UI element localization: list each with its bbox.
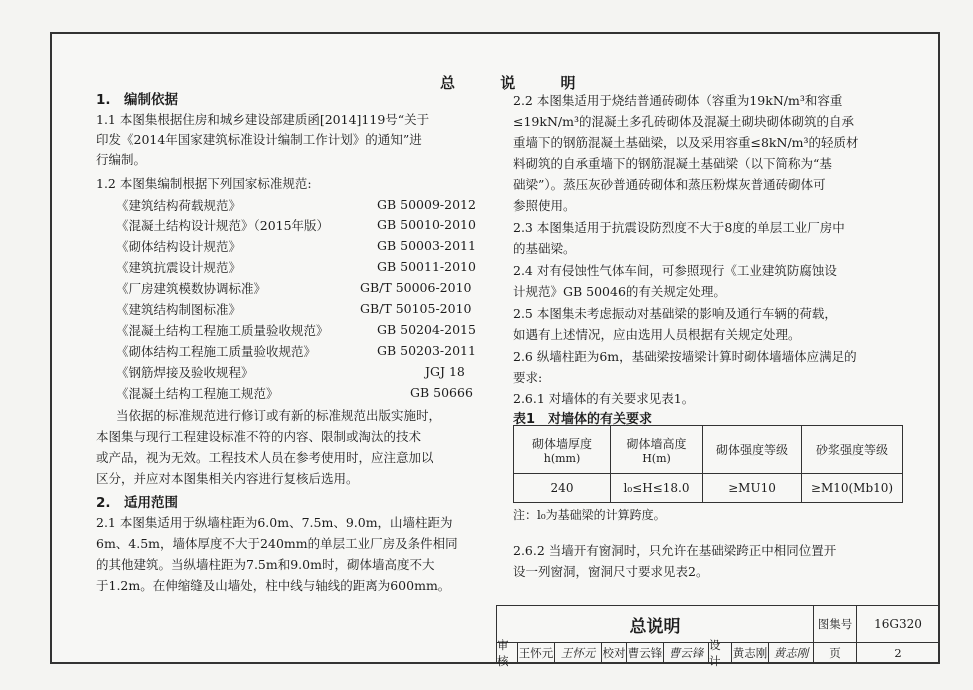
standard-name: 《厂房建筑模数协调标准》 [116, 281, 267, 296]
atlas-number: 16G320 [856, 605, 940, 643]
table-header-cell [611, 426, 703, 474]
standard-name: 《砌体结构设计规范》 [116, 239, 242, 254]
clause-2-1-line-2: 6m、4.5m，墙体厚度不大于240mm的单层工业厂房及条件相同 [96, 536, 458, 551]
clause-2-5-line-2: 如遇有上述情况，应由选用人员根据有关规定处理。 [513, 327, 801, 342]
header-line: 砌体墙厚度 [531, 436, 592, 451]
standard-name: 《建筑抗震设计规范》 [116, 260, 242, 275]
standard-code: GB/T 50006-2010 [360, 280, 472, 295]
header-unit: H(m) [642, 451, 671, 465]
table-cell: ≥M10(Mb10) [802, 474, 903, 503]
clause-2-1-line-3: 的其他建筑。当纵墙柱距为7.5m和9.0m时，砌体墙高度不大 [96, 557, 435, 572]
standard-name: 《混凝土结构工程施工规范》 [116, 386, 279, 401]
clause-2-6-1: 2.6.1 对墙体的有关要求见表1。 [513, 391, 695, 406]
revision-note-line-1: 当依据的标准规范进行修订或有新的标准规范出版实施时， [116, 408, 442, 423]
design-label: 设计 [708, 642, 732, 663]
clause-2-1-line-4: 于1.2m。在伸缩缝及山墙处，柱中线与轴线的距离为600mm。 [96, 578, 451, 593]
review-label: 审核 [496, 642, 518, 663]
table-1-caption: 表1 对墙体的有关要求 [513, 412, 653, 427]
standard-code: GB/T 50105-2010 [360, 301, 472, 316]
clause-2-2-line-3: 重墙下的钢筋混凝土基础梁，以及采用容重≤8kN/m³的轻质材 [513, 135, 859, 150]
clause-2-2-line-5: 础梁”）。蒸压灰砂普通砖砌体和蒸压粉煤灰普通砖砌体可 [513, 177, 826, 192]
page-number: 2 [856, 642, 940, 663]
clause-2-4-line-1: 2.4 对有侵蚀性气体车间，可参照现行《工业建筑防腐蚀设 [513, 263, 837, 278]
standard-name: 《钢筋焊接及验收规程》 [116, 365, 254, 380]
standard-name: 《建筑结构荷载规范》 [116, 198, 242, 213]
clause-2-6-2-line-2: 设一列窗洞，窗洞尺寸要求见表2。 [513, 564, 709, 579]
standard-code: GB 50011-2010 [377, 259, 476, 274]
wall-requirements-table [513, 425, 903, 503]
header-line: 砂浆强度等级 [815, 443, 888, 457]
standard-code: GB 50203-2011 [377, 343, 476, 358]
design-name: 黄志刚 [731, 642, 769, 663]
standard-code: GB 50003-2011 [377, 238, 476, 253]
page-label: 页 [813, 642, 857, 663]
clause-2-2-line-6: 参照使用。 [513, 198, 576, 213]
review-signature: 王怀元 [554, 642, 602, 663]
table-cell: 240 [514, 474, 611, 503]
table-header-cell [703, 426, 802, 474]
clause-2-5-line-1: 2.5 本图集未考虑振动对基础梁的影响及通行车辆的荷载， [513, 306, 837, 321]
design-signature: 黄志刚 [768, 642, 814, 663]
standard-name: 《砌体结构工程施工质量验收规范》 [116, 344, 317, 359]
standard-code: GB 50666 [410, 385, 473, 400]
atlas-label: 图集号 [813, 605, 857, 643]
check-signature: 曹云锋 [663, 642, 709, 663]
clause-1-1-line-1: 1.1 本图集根据住房和城乡建设部建质函[2014]119号“关于 [96, 112, 430, 127]
section-2-heading: 2. 适用范围 [96, 495, 179, 511]
standard-code: GB 50204-2015 [377, 322, 476, 337]
clause-2-3-line-2: 的基础梁。 [513, 241, 576, 256]
title-block-title: 总说明 [496, 605, 814, 643]
header-line: 砌体墙高度 [626, 436, 687, 451]
clause-2-6-line-2: 要求: [513, 370, 543, 385]
clause-2-1-line-1: 2.1 本图集适用于纵墙柱距为6.0m、7.5m、9.0m，山墙柱距为 [96, 515, 453, 530]
revision-note-line-3: 或产品，视为无效。工程技术人员在参考使用时，应注意加以 [96, 450, 434, 465]
clause-2-3-line-1: 2.3 本图集适用于抗震设防烈度不大于8度的单层工业厂房中 [513, 220, 845, 235]
clause-1-1-line-2: 印发《2014年国家建筑标准设计编制工作计划》的通知”进 [96, 132, 422, 147]
standard-name: 《混凝土结构设计规范》（2015年版） [116, 218, 330, 233]
clause-2-2-line-2: ≤19kN/m³的混凝土多孔砖砌体及混凝土砌块砌体砌筑的自承 [513, 114, 854, 129]
title-block [496, 605, 940, 668]
table-note: 注：l₀为基础梁的计算跨度。 [513, 508, 666, 522]
header-line: 砌体强度等级 [715, 443, 788, 457]
table-header-cell [514, 426, 611, 474]
revision-note-line-2: 本图集与现行工程建设标准不符的内容、限制或淘汰的技术 [96, 429, 422, 444]
review-name: 王怀元 [517, 642, 555, 663]
clause-1-2-intro: 1.2 本图集编制根据下列国家标准规范: [96, 176, 312, 191]
check-label: 校对 [601, 642, 627, 663]
document-title: 总 说 明 [440, 74, 596, 92]
clause-2-4-line-2: 计规范》GB 50046的有关规定处理。 [513, 284, 726, 299]
revision-note-line-4: 区分，并应对本图集相关内容进行复核后选用。 [96, 471, 359, 486]
clause-1-1-line-3: 行编制。 [96, 152, 147, 167]
table-cell: ≥MU10 [703, 474, 802, 503]
table-header-cell [802, 426, 903, 474]
standard-code: JGJ 18 [425, 364, 465, 379]
clause-2-2-line-1: 2.2 本图集适用于烧结普通砖砌体（容重为19kN/m³和容重 [513, 93, 843, 108]
standard-code: GB 50009-2012 [377, 197, 476, 212]
clause-2-6-2-line-1: 2.6.2 当墙开有窗洞时，只允许在基础梁跨正中相同位置开 [513, 543, 837, 558]
table-cell: l₀≤H≤18.0 [611, 474, 703, 503]
clause-2-2-line-4: 料砌筑的自承重墙下的钢筋混凝土基础梁（以下简称为“基 [513, 156, 832, 171]
standard-name: 《混凝土结构工程施工质量验收规范》 [116, 323, 329, 338]
clause-2-6-line-1: 2.6 纵墙柱距为6m，基础梁按墙梁计算时砌体墙墙体应满足的 [513, 349, 857, 364]
section-1-heading: 1. 编制依据 [96, 92, 179, 108]
check-name: 曹云锋 [626, 642, 664, 663]
standard-code: GB 50010-2010 [377, 217, 476, 232]
standard-name: 《建筑结构制图标准》 [116, 302, 242, 317]
header-unit: h(mm) [543, 451, 581, 465]
